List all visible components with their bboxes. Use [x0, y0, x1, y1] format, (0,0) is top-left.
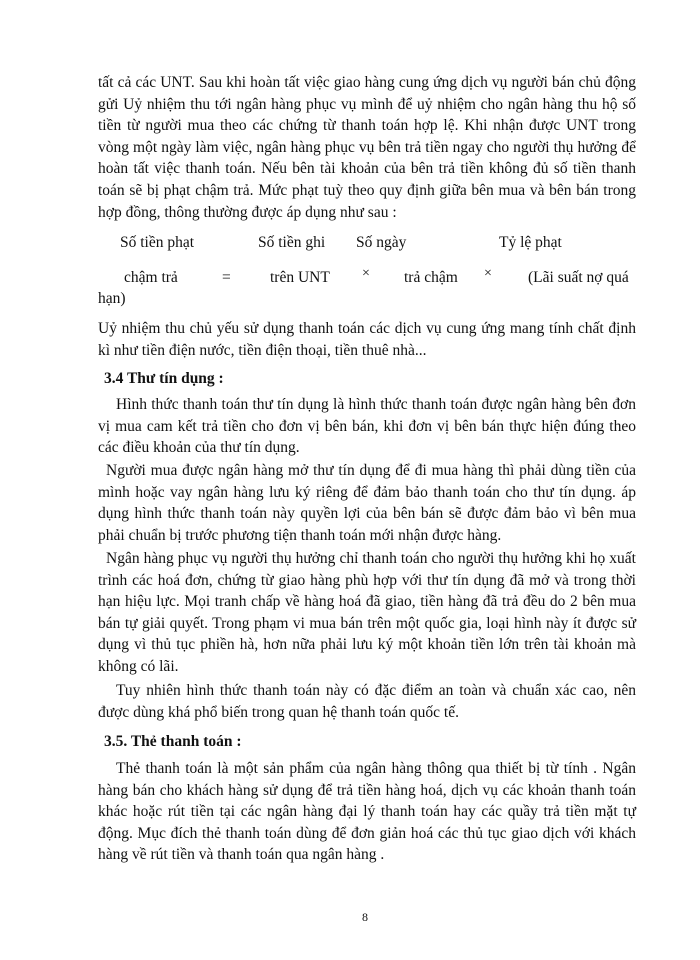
formula-label-rate: Tỷ lệ phạt [499, 234, 562, 251]
paragraph-lc-beneficiary: Ngân hàng phục vụ người thụ hưởng chỉ thanh toán cho người thụ hưởng khi họ xuất trình các hoá đơn, chứng từ giao hàng phù hợp với thư tín dụng đã mở và trong thời hạn hiệu lực. Mọi tranh chấp về hàng hoá đã giao, tiền hàng đã trả đều do 2 bên mua bán tự giải quyết. Trong phạm vi mua bán trên một quốc gia, loại hình này ít được sử dụng vì thủ tục phiền hà, hơn nữa phải lưu ký một khoản tiền lớn trên tài khoản mà không có lãi. [98, 550, 636, 675]
page-number: 8 [362, 910, 368, 924]
heading-payment-card: 3.5. Thẻ thanh toán : [104, 733, 242, 750]
formula-times-1: × [362, 266, 370, 281]
paragraph-unt-process: tất cả các UNT. Sau khi hoàn tất việc giao hàng cung ứng dịch vụ người bán chủ động gửi Uỷ nhiệm thu tới ngân hàng phục vụ mình để uỷ nhiệm cho ngân hàng thu hộ số tiền từ người mua theo các chứng từ thanh toán hợp lệ. Khi nhận được UNT trong vòng một ngày làm việc, ngân hàng phục vụ bên trả tiền ngay cho người thụ hưởng để hoàn tất việc thanh toán. Nếu bên tài khoản của bên trả tiền không đủ số tiền thanh toán sẽ bị phạt chậm trả. Mức phạt tuỳ theo quy định giữa bên mua và bên bán trong hợp đồng, thông thường được áp dụng như sau : [98, 74, 636, 221]
paragraph-lc-advantages: Tuy nhiên hình thức thanh toán này có đặc điểm an toàn và chuẩn xác cao, nên được dùng khá phổ biến trong quan hệ thanh toán quốc tế. [98, 682, 636, 721]
formula-overdue-rate: (Lãi suất nợ quá [528, 269, 629, 286]
formula-label-days: Số ngày [356, 234, 407, 251]
paragraph-lc-definition: Hình thức thanh toán thư tín dụng là hình thức thanh toán được ngân hàng bên đơn vị mua cam kết trả tiền cho đơn vị bên bán, khi đơn vị bên bán thực hiện đúng theo các điều khoản của thư tín dụng. [98, 396, 636, 457]
formula-late-payment: chậm trả [124, 269, 178, 286]
paragraph-payment-card: Thẻ thanh toán là một sản phẩm của ngân hàng thông qua thiết bị từ tính . Ngân hàng bán cho khách hàng sử dụng để trả tiền hàng hoá, dịch vụ các khoản thanh toán khác hoặc rút tiền tại các ngân hàng đại lý thanh toán hay các quầy trả tiền mặt tự động. Mục đích thẻ thanh toán dùng để đơn giản hoá các thủ tục giao dịch với khách hàng về rút tiền và thanh toán qua ngân hàng . [98, 760, 636, 864]
heading-letter-of-credit: 3.4 Thư tín dụng : [104, 370, 224, 387]
formula-equals: = [222, 269, 231, 286]
formula-label-penalty: Số tiền phạt [120, 234, 195, 251]
paragraph-lc-buyer: Người mua được ngân hàng mở thư tín dụng để đi mua hàng thì phải dùng tiền của mình hoặc vay ngân hàng lưu ký riêng để đảm bảo thanh toán cho thư tín dụng. áp dụng hình thức thanh toán này quyền lợi của bên bán sẽ được đảm bảo vì bên mua phải chuẩn bị trước phương tiện thanh toán mới nhận được hàng. [98, 462, 636, 544]
formula-times-2: × [484, 266, 492, 281]
formula-late-days: trả chậm [404, 269, 458, 286]
formula-on-unt: trên UNT [270, 269, 330, 286]
formula-label-amount: Số tiền ghi [258, 234, 326, 251]
formula-continuation: hạn) [98, 290, 126, 307]
paragraph-unt-usage: Uỷ nhiệm thu chủ yếu sử dụng thanh toán các dịch vụ cung ứng mang tính chất định kì như tiền điện nước, tiền điện thoại, tiền thuê nhà... [98, 320, 636, 359]
